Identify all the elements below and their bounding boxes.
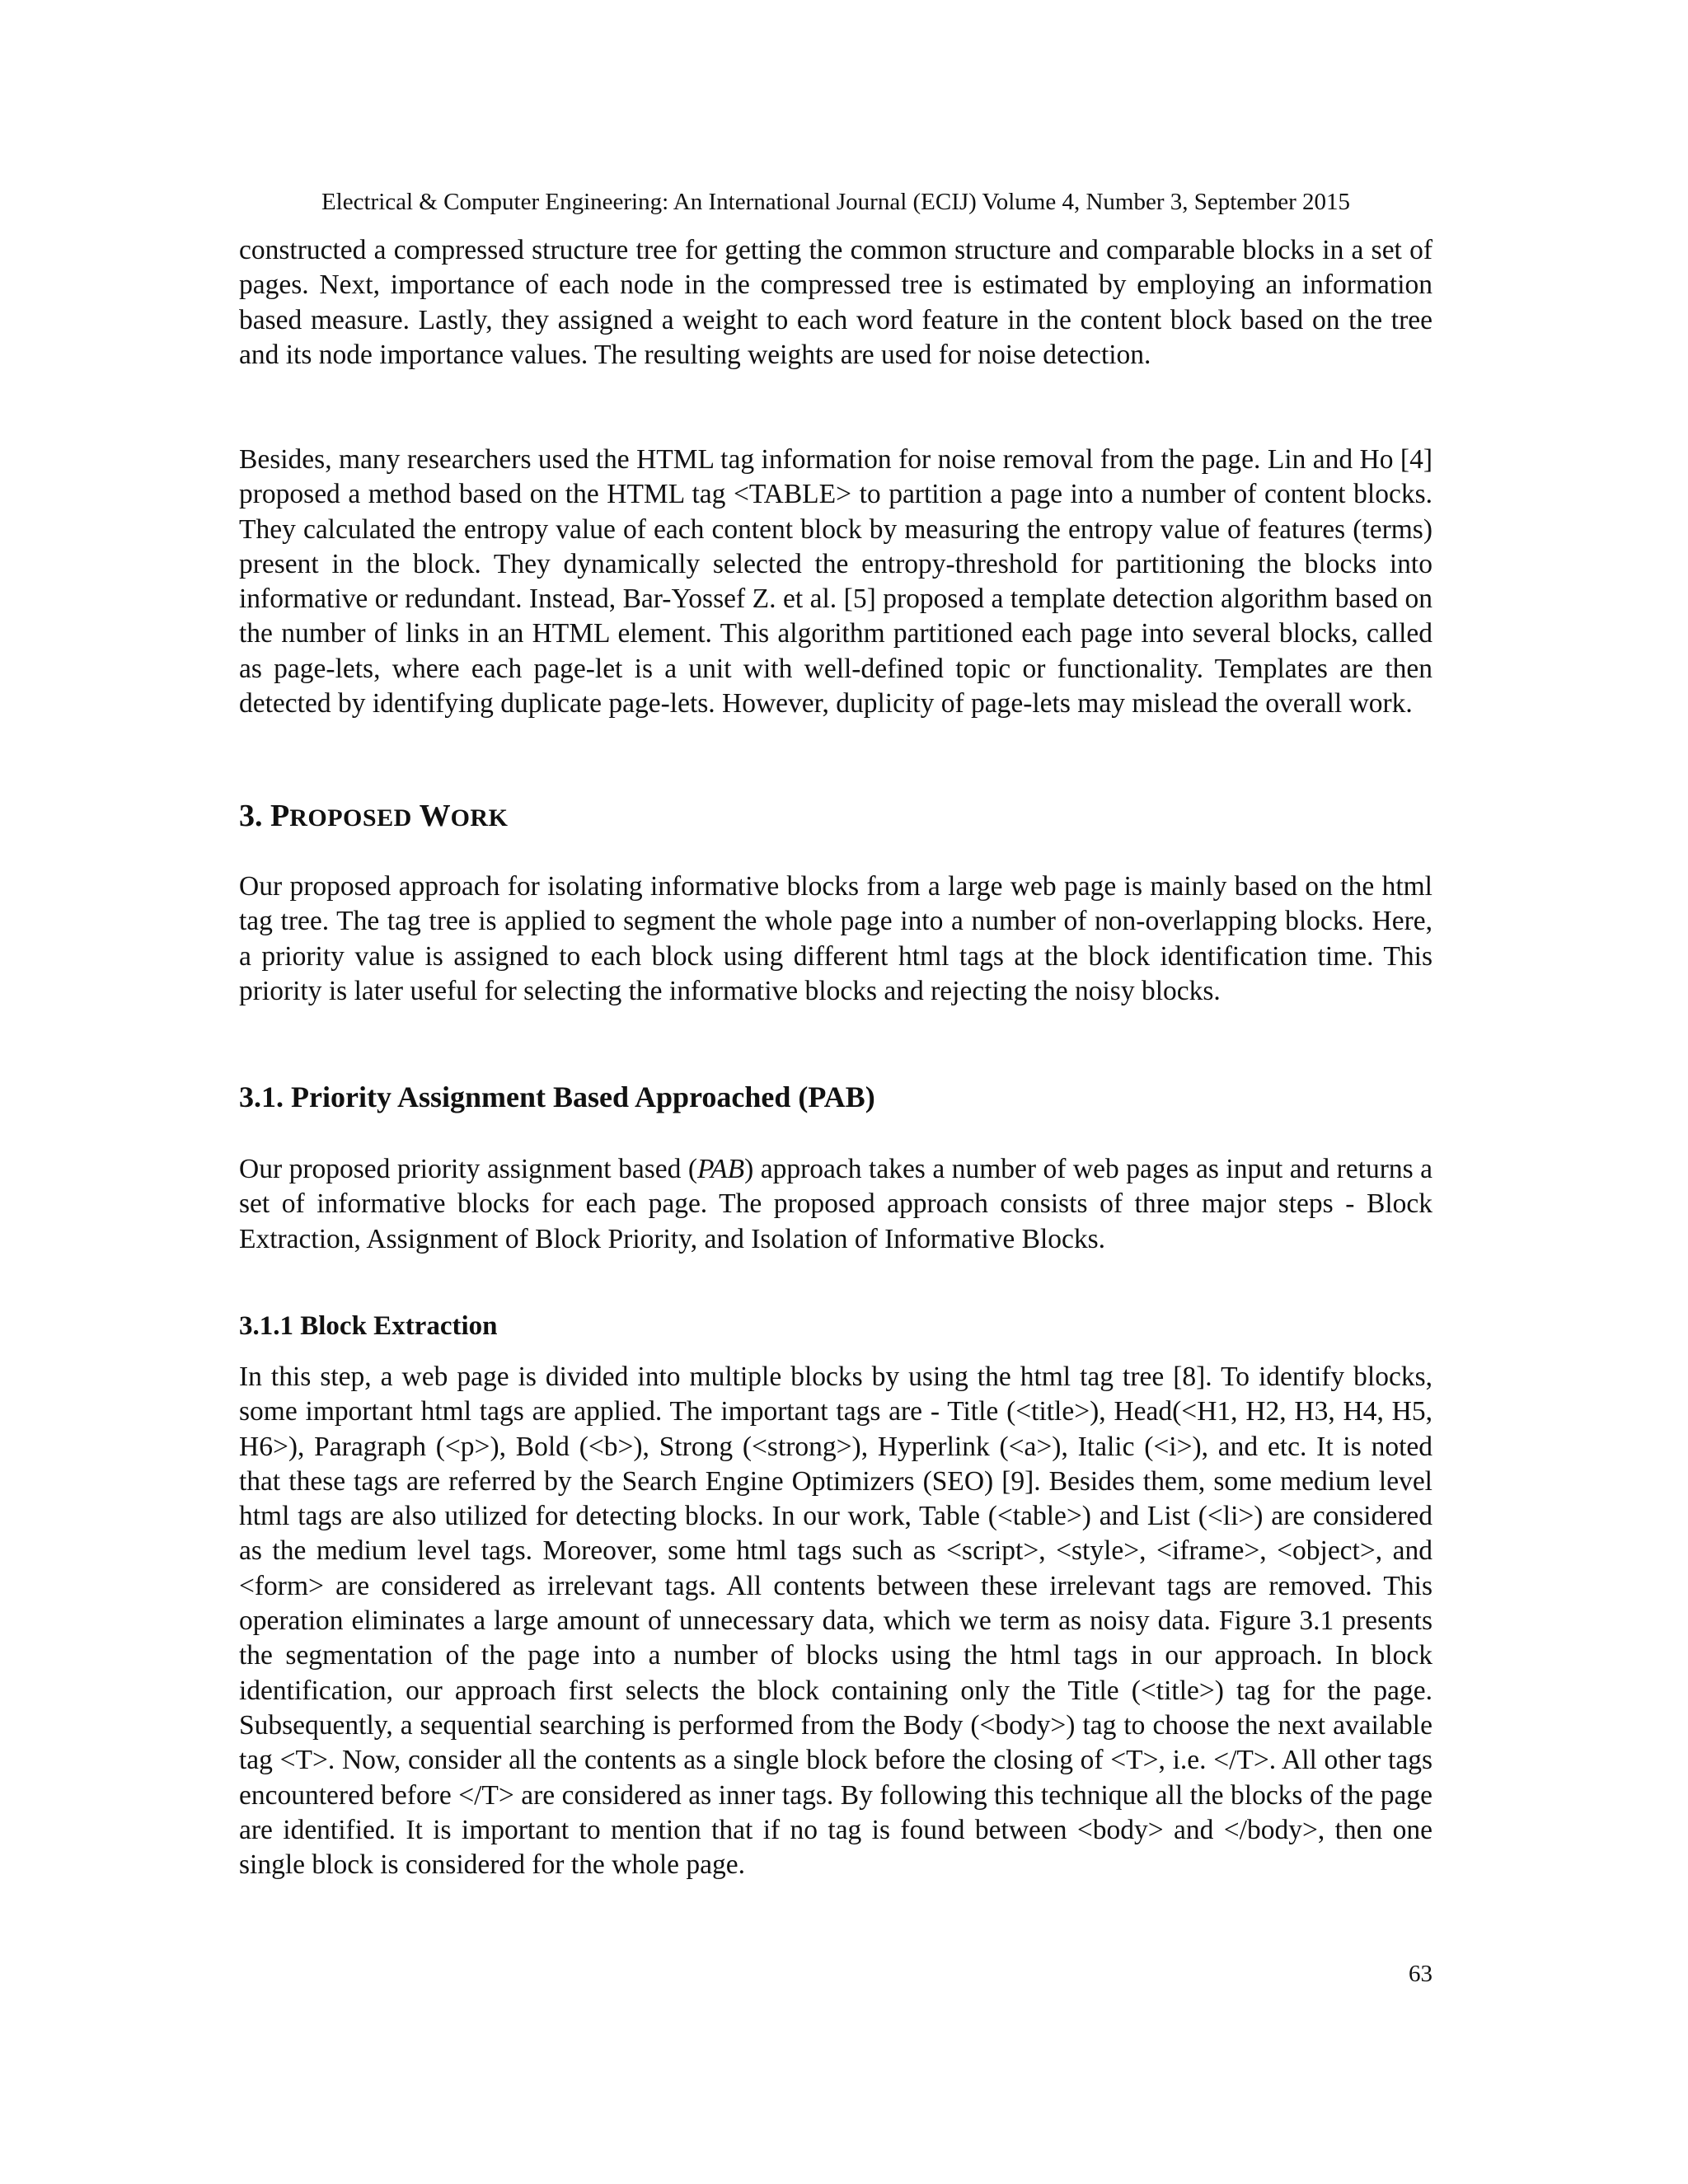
section-title-initial-p: P [270,799,290,833]
subsection-heading-pab: 3.1. Priority Assignment Based Approached (PAB) [239,1080,875,1113]
running-header: Electrical & Computer Engineering: An International Journal (ECIJ) Volume 4, Number 3, September 2015 [321,189,1351,215]
pab-text-after: ) approach takes a number of web pages as input and returns a set of informative blocks for each page. The proposed approach consists of three major steps - Block Extraction, Assignment of Block Priority, and Isolation of Informative Blocks. [239,1154,1432,1254]
paragraph-related-work-1: constructed a compressed structure tree for getting the common structure and comparable blocks in a set of pages. Next, importance of each node in the compressed tree is estimated by employing an information based measure. Lastly, they assigned a weight to each word feature in the content block based on the tree and its node importance values. The resulting weights are used for noise detection. [239,235,1432,370]
paragraph-proposed-approach: Our proposed approach for isolating informative blocks from a large web page is mainly based on the html tag tree. The tag tree is applied to segment the whole page into a number of non-overlapping blocks. Here, a priority value is assigned to each block using different html tags at the block identification time. This priority is later useful for selecting the informative blocks and rejecting the noisy blocks. [239,871,1432,1006]
page-number: 63 [1409,1961,1432,1987]
paragraph-pab-overview [239,1152,1432,1257]
section-title-rest-p: ROPOSED [289,804,412,832]
paragraph-related-work-2: Besides, many researchers used the HTML tag information for noise removal from the page. Lin and Ho [4] proposed a method based on the HTML tag <TABLE> to partition a page into a number of content blocks. They calculated the entropy value of each content block by measuring the entropy value of features (terms) present in the block. They dynamically selected the entropy-threshold for partitioning the blocks into informative or redundant. Instead, Bar-Yossef Z. et al. [5] proposed a template detection algorithm based on the number of links in an HTML element. This algorithm partitioned each page into several blocks, called as page-lets, where each page-let is a unit with well-defined topic or functionality. Templates are then detected by identifying duplicate page-lets. However, duplicity of page-lets may mislead the overall work. [239,444,1432,719]
section-heading-proposed-work [239,795,508,839]
section-number: 3. [239,799,270,833]
subsubsection-heading-block-extraction: 3.1.1 Block Extraction [239,1311,498,1341]
section-title-rest-w: ORK [450,804,509,832]
section-title-initial-w: W [419,799,451,833]
paragraph-block-extraction: In this step, a web page is divided into multiple blocks by using the html tag tree [8]. To identify blocks, some important html tags are applied. The important tags are - Title (<title>), Head(<H1, H2, H3, H4, H5, H6>), Paragraph (<p>), Bold (<b>), Strong (<strong>), Hyperlink (<a>), Italic (<i>), and etc. It is noted that these tags are referred by the Search Engine Optimizers (SEO) [9]. Besides them, some medium level html tags are also utilized for detecting blocks. In our work, Table (<table>) and List (<li>) are considered as the medium level tags. Moreover, some html tags such as <script>, <style>, <iframe>, <object>, and <form> are considered as irrelevant tags. All contents between these irrelevant tags are removed. This operation eliminates a large amount of unnecessary data, which we term as noisy data. Figure 3.1 presents the segmentation of the page into a number of blocks using the html tags in our approach. In block identification, our approach first selects the block containing only the Title (<title>) tag for the page. Subsequently, a sequential searching is performed from the Body (<body>) tag to choose the next available tag <T>. Now, consider all the contents as a single block before the closing of <T>, i.e. </T>. All other tags encountered before </T> are considered as inner tags. By following this technique all the blocks of the page are identified. It is important to mention that if no tag is found between <body> and </body>, then one single block is considered for the whole page. [239,1361,1432,1881]
pab-text-before: Our proposed priority assignment based ( [239,1154,698,1184]
pab-italic-term: PAB [697,1154,745,1184]
